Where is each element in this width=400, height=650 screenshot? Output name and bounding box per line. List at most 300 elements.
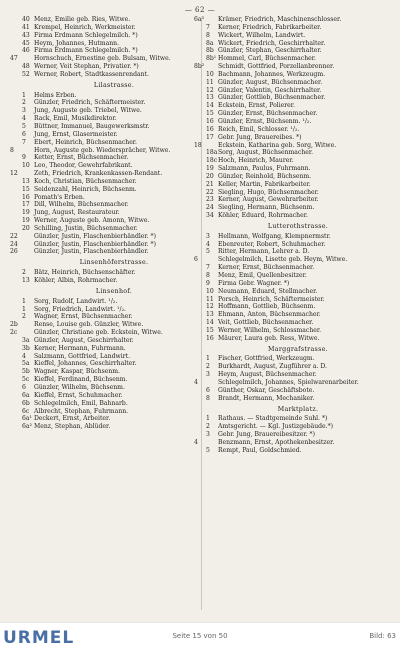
address-entry: [22, 201, 206, 209]
resident-text: Wickert, Friedrich, Geschirrhalter.: [218, 39, 326, 47]
address-entry: [206, 212, 390, 220]
street-heading: Linsenhöferstrasse.: [79, 259, 149, 267]
resident-text: Werner, Auguste geb. Amonn, Witwe.: [34, 217, 150, 225]
house-number: 6a³: [194, 16, 204, 23]
house-number: 6a: [22, 391, 30, 399]
house-number: 22: [10, 232, 18, 240]
resident-text: Köhler, Eduard, Rohrmacher.: [218, 212, 308, 220]
house-number: 15: [22, 185, 30, 193]
resident-text: Ebert, Heinrich, Büchsenmacher.: [34, 138, 137, 146]
address-entry: [22, 123, 206, 131]
house-number: 11: [206, 78, 214, 86]
resident-text: Günzler, Justin, Flaschenbierhändler. *): [34, 240, 156, 248]
address-entry: [206, 423, 390, 431]
resident-text: Günzler, August, Büchsenmacher.: [218, 78, 323, 86]
street-heading: Lutterothstrasse.: [267, 222, 329, 230]
house-number: 2: [22, 269, 26, 277]
resident-text: Schilling, Justin, Büchsenmacher.: [34, 224, 138, 232]
house-number: 13: [206, 311, 214, 319]
address-entry: [22, 162, 206, 170]
house-number: 13: [22, 277, 30, 284]
house-number: 16: [206, 125, 214, 133]
house-number: 6: [22, 130, 26, 138]
resident-text: Menz, Emil, Quellenbesitzer.: [218, 272, 307, 279]
house-number: 8a: [206, 39, 214, 47]
address-entry: [22, 313, 206, 321]
resident-text: Günzler, Gottlieb, Büchsenmacher.: [218, 94, 326, 102]
address-entry: [206, 79, 390, 87]
house-number: 48: [22, 63, 30, 71]
address-entry: [206, 32, 390, 40]
resident-text: Kerner, Ernst, Büchsenmacher.: [218, 264, 315, 272]
house-number: 4: [206, 240, 210, 248]
address-entry: [22, 415, 206, 423]
house-number: 16: [22, 193, 30, 201]
house-number: 6: [194, 256, 198, 264]
resident-text: Schlegelmilch, Lisette geb. Heym, Witwe.: [218, 256, 348, 264]
resident-text: Günzler, Christiane geb. Eckstein, Witwe.: [34, 329, 163, 337]
address-entry: [22, 345, 206, 353]
house-number: 2: [206, 363, 210, 371]
resident-text: Heym, August, Büchsenmacher.: [218, 371, 317, 379]
address-entry: [10, 170, 206, 178]
address-entry: [206, 447, 390, 455]
resident-text: Salzmann, Gottfried, Landwirt.: [34, 352, 131, 360]
address-entry: [10, 329, 206, 337]
address-entry: [206, 204, 390, 212]
address-entry: [206, 118, 390, 126]
house-number: 1: [22, 297, 26, 305]
address-entry: [22, 40, 206, 48]
address-entry: [206, 431, 390, 439]
resident-text: Werner, Veit Stephan, Privatier. *): [34, 63, 139, 71]
address-entry: [22, 24, 206, 32]
resident-text: Albrecht, Stephan, Fuhrmann.: [34, 407, 129, 415]
address-entry: [22, 337, 206, 345]
address-entry: [10, 146, 206, 155]
left-column: [10, 16, 206, 431]
resident-text: Reich, Emil, Schlosser. ¹/₂.: [218, 125, 300, 133]
house-number: 8: [206, 272, 210, 279]
address-entry: [22, 154, 206, 162]
resident-text: Kieffel, Ernst, Schuhmacher.: [34, 391, 123, 399]
resident-text: Eckstein, Ernst, Polierer.: [218, 102, 295, 110]
address-entry: [10, 232, 206, 241]
address-entry: [206, 288, 390, 296]
resident-text: Ebenreuter, Robert, Schuhmacher.: [218, 240, 326, 248]
address-entry: [206, 363, 390, 371]
resident-text: Hommel, Carl, Büchsenmacher.: [218, 55, 316, 63]
address-entry: [194, 16, 390, 24]
resident-text: Rack, Emil, Musikdirektor.: [34, 115, 117, 123]
house-number: 4: [194, 378, 198, 386]
resident-text: Günzler, Justin, Flaschenbierhändler.: [34, 248, 149, 256]
resident-text: Amtsgericht. — Kgl. Justizgebäude.*): [218, 423, 334, 431]
resident-text: Kerner, Hermann, Fuhrmann.: [34, 344, 126, 352]
house-number: 6a¹: [22, 415, 32, 423]
house-number: 14: [206, 102, 214, 110]
street-heading: Marktplatz.: [277, 405, 319, 413]
resident-text: Krempel, Heinrich, Werkmeister.: [34, 23, 136, 31]
house-number: 20: [206, 172, 214, 180]
address-entry: [22, 99, 206, 107]
house-number: 22: [206, 188, 214, 196]
street-heading: Linsenhof.: [95, 287, 133, 295]
image-indicator: Bild: 63: [369, 632, 396, 640]
house-number: 24: [10, 240, 18, 248]
house-number: 16: [206, 334, 214, 342]
address-entry: [206, 47, 390, 55]
resident-text: Wagner, Kaspar, Büchsenm.: [34, 368, 120, 376]
resident-text: Rense, Louise geb. Günzler, Witwe.: [34, 321, 144, 329]
viewer-footer: [0, 622, 400, 650]
resident-text: Mäurer, Laura geb. Ress, Witwe.: [218, 334, 320, 342]
resident-text: Hoffmann, Gottlieb, Büchsenm.: [218, 303, 316, 311]
urmel-logo[interactable]: URMEL: [3, 628, 75, 648]
resident-text: Kieffel, Johannes, Geschirrhalter.: [34, 360, 137, 368]
street-heading: Marggrafstrasse.: [268, 345, 328, 353]
resident-text: Hellmann, Wolfgang, Klempnermstr.: [218, 232, 331, 240]
house-number: 12: [206, 303, 214, 311]
address-entry: [22, 277, 206, 285]
address-entry: [22, 209, 206, 217]
resident-text: Jung, Ernst, Glasermeister.: [34, 130, 118, 138]
resident-text: Salzmann, Paulus, Fuhrmann.: [218, 165, 311, 173]
house-number: 17: [206, 133, 214, 141]
house-number: 19: [22, 217, 30, 225]
address-entry: [22, 71, 206, 79]
house-number: 7: [22, 138, 26, 146]
house-number: 11: [206, 295, 214, 303]
resident-text: Wickert, Wilhelm, Landwirt.: [218, 31, 306, 39]
house-number: 5: [206, 446, 210, 454]
house-number: 6a²: [22, 423, 32, 431]
resident-text: Günzler, Stephan, Geschirrhalter.: [218, 47, 322, 55]
resident-text: Menz, Emilie geb. Ries, Witwe.: [34, 16, 131, 23]
address-entry: [22, 115, 206, 123]
house-number: 9: [206, 279, 210, 287]
address-entry: [10, 248, 206, 256]
address-entry: [206, 264, 390, 272]
address-entry: [206, 319, 390, 327]
address-entry: [10, 55, 206, 63]
house-number: 9: [22, 154, 26, 162]
address-entry: [22, 400, 206, 408]
house-number: 1: [22, 91, 26, 99]
resident-text: Köhler, Albin, Rohrmacher.: [34, 277, 118, 284]
address-entry: [22, 298, 206, 306]
house-number: 18a: [206, 149, 218, 157]
address-entry: [194, 256, 390, 264]
resident-text: Horn, Auguste geb. Wiedersprächer, Witwe.: [34, 146, 171, 154]
house-number: 8b¹: [206, 55, 217, 63]
address-entry: [22, 63, 206, 71]
resident-text: Menz, Stephan, Ablüder.: [34, 423, 111, 431]
resident-text: Rempt, Paul, Goldschmied.: [218, 446, 302, 454]
address-entry: [206, 241, 390, 249]
street-heading: Lilastrasse.: [93, 81, 135, 89]
house-number: 2: [22, 313, 26, 321]
resident-text: Günzler, Friedrich, Schäftermeister.: [34, 99, 146, 107]
house-number: 21: [206, 180, 214, 188]
address-entry: [22, 225, 206, 233]
house-number: 10: [206, 287, 214, 295]
house-number: 43: [22, 31, 30, 39]
resident-text: Gebr. Jung, Brauereibesitzer. *): [218, 431, 315, 439]
house-number: 18c: [206, 157, 218, 165]
house-number: 10: [22, 162, 30, 170]
address-entry: [206, 71, 390, 79]
house-number: 6c: [22, 407, 30, 415]
address-entry: [22, 376, 206, 384]
address-entry: [206, 189, 390, 197]
house-number: 3: [206, 232, 210, 240]
resident-text: Brandt, Hermann, Mechaniker.: [218, 394, 315, 402]
resident-text: Heym, Johannes, Hutmann.: [34, 39, 120, 47]
resident-text: Fischer, Gottfried, Werkzeugm.: [218, 355, 315, 363]
resident-text: Firma Erdmann Schlegelmilch. *): [34, 31, 138, 39]
address-entry: [10, 240, 206, 249]
address-entry: [22, 186, 206, 194]
resident-text: Dill, Wilhelm, Büchsenmacher.: [34, 201, 129, 209]
house-number: 52: [22, 70, 30, 78]
resident-text: Firma Erdmann Schlegelmilch. *): [34, 47, 138, 55]
address-entry: [22, 217, 206, 225]
resident-text: Rathaus. — Stadtgemeinde Suhl. *): [218, 415, 328, 423]
house-number: 15: [206, 326, 214, 334]
house-number: 13: [206, 94, 214, 102]
house-number: 2b: [10, 321, 18, 329]
address-entry: [206, 94, 390, 102]
house-number: 14: [206, 319, 214, 327]
house-number: 5: [22, 122, 26, 130]
house-number: 41: [22, 23, 30, 31]
address-entry: [194, 141, 390, 150]
house-number: 40: [22, 16, 30, 23]
address-entry: [22, 32, 206, 40]
house-number: 15: [206, 110, 214, 118]
house-number: 19: [22, 209, 30, 217]
house-number: 16: [206, 117, 214, 125]
resident-text: Porsch, Heinrich, Schäftermeister.: [218, 295, 325, 303]
house-number: 4: [194, 438, 198, 446]
house-number: 23: [206, 196, 214, 204]
house-number: 12: [206, 86, 214, 94]
house-number: 6b: [22, 399, 30, 407]
address-entry: [22, 353, 206, 361]
house-number: 7: [206, 264, 210, 272]
house-number: 10: [206, 70, 214, 78]
resident-text: Veit, Gottlieb, Büchsenmacher.: [218, 319, 314, 327]
address-entry: [22, 194, 206, 202]
house-number: 5c: [22, 376, 30, 384]
house-number: 8: [206, 31, 210, 39]
house-number: 20: [22, 224, 30, 232]
resident-text: Firma Gebr. Wagner. *): [218, 279, 290, 287]
resident-text: Deckert, Ernst, Arbeiter.: [34, 415, 111, 423]
resident-text: Günzler, Wilhelm, Büchsenm.: [34, 383, 125, 391]
address-entry: [206, 149, 390, 157]
address-entry: [206, 55, 390, 63]
right-column: [194, 16, 390, 455]
address-entry: [22, 131, 206, 139]
address-entry: [206, 134, 390, 142]
address-entry: [22, 368, 206, 376]
address-entry: [22, 92, 206, 100]
resident-text: Kerner, Friedrich, Fabrikarbeiter.: [218, 23, 322, 31]
address-entry: [206, 296, 390, 304]
resident-text: Sorg, Friedrich, Landwirt. ¹/₂.: [34, 305, 126, 313]
house-number: 1: [22, 305, 26, 313]
address-entry: [206, 110, 390, 118]
address-entry: [206, 395, 390, 403]
house-number: 3a: [22, 336, 30, 344]
house-number: 4: [22, 352, 26, 360]
house-number: 18: [194, 141, 202, 149]
resident-text: Kerner, August, Gewehrarbeiter.: [218, 196, 319, 204]
house-number: 3b: [22, 344, 30, 352]
address-entry: [206, 355, 390, 363]
resident-text: Bachmann, Johannes, Werkzeugm.: [218, 70, 326, 78]
house-number: 4: [22, 115, 26, 123]
house-number: 34: [206, 212, 214, 220]
resident-text: Sorg, August, Büchsenmacher.: [218, 149, 314, 157]
house-number: 8b²: [194, 63, 205, 71]
resident-text: Gebr. Jung, Brauereibes. *): [218, 133, 302, 141]
house-number: 47: [10, 55, 18, 63]
resident-text: Zeth, Friedrich, Krankenkassen-Rendant.: [34, 170, 163, 178]
address-entry: [22, 139, 206, 147]
resident-text: Günzler, Reinhold, Büchsenm.: [218, 172, 312, 180]
resident-text: Seidenzahl, Heinrich, Büchsenm.: [34, 185, 137, 193]
address-entry: [22, 392, 206, 400]
address-entry: [22, 16, 206, 24]
house-number: 45: [22, 39, 30, 47]
address-entry: [22, 408, 206, 416]
address-entry: [206, 415, 390, 423]
resident-text: Hornschuch, Ernestine geb. Bulsam, Witwe.: [34, 55, 171, 63]
address-entry: [22, 423, 206, 431]
resident-text: Eckstein, Katharina geb. Sorg, Witwe.: [218, 141, 337, 149]
resident-text: Schlegelmilch, Johannes, Spielwarenarbeiter.: [218, 378, 359, 386]
address-entry: [206, 311, 390, 319]
address-entry: [206, 280, 390, 288]
address-entry: [206, 335, 390, 343]
resident-text: Koch, Christian, Büchsenmacher.: [34, 177, 137, 185]
address-entry: [206, 173, 390, 181]
address-entry: [206, 126, 390, 134]
resident-text: Schmidt, Gottfried, Porzellanbrenner.: [218, 63, 335, 71]
house-number: 8: [206, 394, 210, 402]
house-number: 3: [206, 431, 210, 439]
address-entry: [206, 87, 390, 95]
house-number: 1: [206, 415, 210, 423]
address-entry: [22, 384, 206, 392]
resident-text: Jung, August, Restaurateur.: [34, 209, 120, 217]
house-number: 12: [10, 170, 18, 178]
address-entry: [206, 24, 390, 32]
page-indicator: Seite 15 von 50: [172, 632, 228, 640]
address-entry: [206, 102, 390, 110]
address-entry: [22, 269, 206, 277]
house-number: 46: [22, 47, 30, 55]
address-entry: [206, 371, 390, 379]
resident-text: Günzler, Ernst, Büchsenmacher.: [218, 110, 318, 118]
house-number: 6: [22, 383, 26, 391]
house-number: 19: [206, 165, 214, 173]
house-number: 3: [22, 107, 26, 115]
house-number: 8b: [206, 47, 214, 55]
house-number: 5a: [22, 360, 30, 368]
resident-text: Leo, Theodor, Gewehrfabrikant.: [34, 162, 133, 170]
address-entry: [206, 181, 390, 189]
resident-text: Pomath's Erben.: [34, 193, 85, 201]
page-number: — 62 —: [184, 6, 216, 14]
address-entry: [206, 327, 390, 335]
resident-text: Keller, Martin, Fabrikarbeiter.: [218, 180, 311, 188]
resident-text: Siegling, Hugo, Büchsenmacher.: [218, 188, 319, 196]
resident-text: Kieffel, Ferdinand, Büchsenm.: [34, 376, 128, 384]
address-entry: [22, 107, 206, 115]
address-entry: [10, 321, 206, 329]
address-entry: [206, 387, 390, 395]
resident-text: Werner, Robert, Stadtkassenrendant.: [34, 70, 149, 78]
resident-text: Günzler, Valentin, Geschirrhalter.: [218, 86, 322, 94]
address-entry: [194, 63, 390, 71]
house-number: 26: [10, 248, 18, 256]
address-entry: [206, 165, 390, 173]
resident-text: Schlegelmilch, Emil, Bahnarb.: [34, 399, 128, 407]
house-number: 1: [206, 355, 210, 363]
house-number: 24: [206, 204, 214, 212]
address-entry: [206, 303, 390, 311]
house-number: 5: [206, 248, 210, 256]
address-entry: [22, 178, 206, 186]
house-number: 2c: [10, 329, 18, 337]
house-number: 7: [206, 23, 210, 31]
resident-text: Benzmann, Ernst, Apothekenbesitzer.: [218, 438, 335, 446]
address-entry: [206, 40, 390, 48]
house-number: 6: [206, 386, 210, 394]
resident-text: Günzler, August, Geschirrhalter.: [34, 336, 134, 344]
address-entry: [206, 272, 390, 280]
resident-text: Ketter, Ernst, Büchsenmacher.: [34, 154, 129, 162]
resident-text: Günther, Oskar, Geschäftsbote.: [218, 386, 315, 394]
resident-text: Ehmann, Anton, Büchsenmacher.: [218, 311, 321, 319]
resident-text: Krämer, Friedrich, Maschinenschlosser.: [218, 16, 342, 23]
column-divider: [201, 18, 202, 610]
resident-text: Ritter, Hermann, Lehrer a. D.: [218, 248, 310, 256]
house-number: 13: [22, 177, 30, 185]
house-number: 8: [10, 146, 14, 154]
resident-text: Bätz, Heinrich, Büchsenschäfter.: [34, 269, 136, 277]
resident-text: Werner, Wilhelm, Schlossmacher.: [218, 326, 322, 334]
house-number: 3: [206, 371, 210, 379]
address-entry: [22, 360, 206, 368]
address-entry: [206, 157, 390, 165]
house-number: 2: [22, 99, 26, 107]
resident-text: Jung, Auguste geb. Triebel, Witwe.: [34, 107, 142, 115]
address-entry: [206, 248, 390, 256]
resident-text: Wagner, Ernst, Büchsenmacher.: [34, 313, 133, 321]
address-entry: [22, 306, 206, 314]
house-number: 5b: [22, 368, 30, 376]
resident-text: Günzler, Justin, Flaschenbierhändler. *): [34, 232, 156, 240]
address-entry: [194, 378, 390, 387]
resident-text: Sorg, Rudolf, Landwirt. ¹/₂.: [34, 297, 118, 305]
resident-text: Büttner, Immanuel, Baugewerksmstr.: [34, 122, 150, 130]
address-entry: [206, 196, 390, 204]
